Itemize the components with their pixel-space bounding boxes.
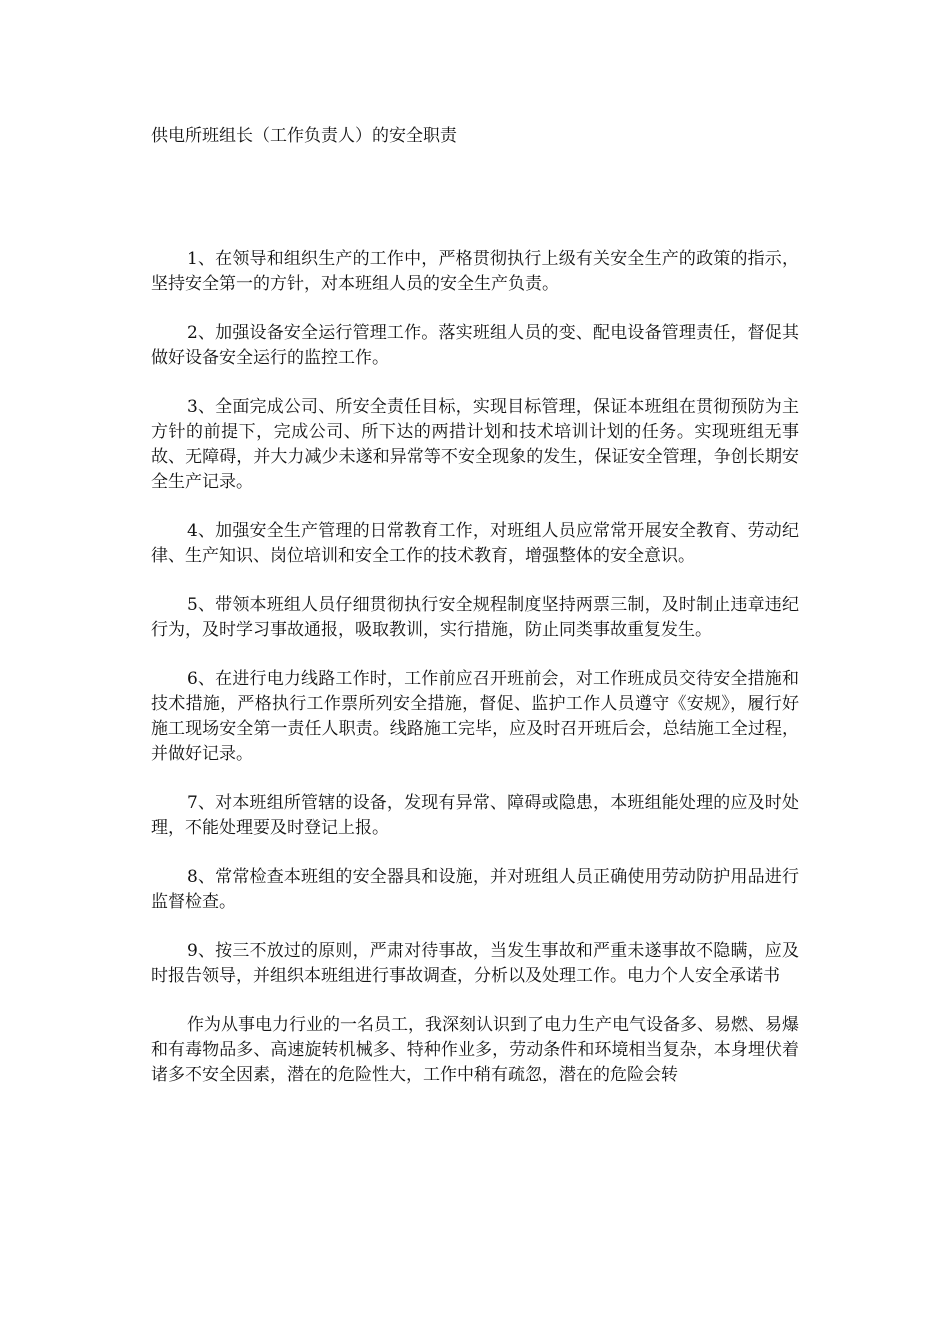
paragraph-5: 5、带领本班组人员仔细贯彻执行安全规程制度坚持两票三制，及时制止违章违纪行为，及时学习事故通报，吸取教训，实行措施，防止同类事故重复发生。 xyxy=(151,595,799,640)
paragraph-4: 4、加强安全生产管理的日常教育工作，对班组人员应常常开展安全教育、劳动纪律、生产知识、岗位培训和安全工作的技术教育，增强整体的安全意识。 xyxy=(151,521,799,566)
paragraph-1: 1、在领导和组织生产的工作中，严格贯彻执行上级有关安全生产的政策的指示，坚持安全第一的方针，对本班组人员的安全生产负责。 xyxy=(151,249,799,294)
paragraph-3: 3、全面完成公司、所安全责任目标，实现目标管理，保证本班组在贯彻预防为主方针的前提下，完成公司、所下达的两措计划和技术培训计划的任务。实现班组无事故、无障碍，并大力减少未遂和异常等不安全现象的发生，保证安全管理，争创长期安全生产记录。 xyxy=(151,397,799,492)
paragraph-7: 7、对本班组所管辖的设备，发现有异常、障碍或隐患，本班组能处理的应及时处理，不能处理要及时登记上报。 xyxy=(151,793,799,838)
document-title: 供电所班组长（工作负责人）的安全职责 xyxy=(151,126,457,146)
paragraph-8: 8、常常检查本班组的安全器具和设施，并对班组人员正确使用劳动防护用品进行监督检查。 xyxy=(151,867,799,912)
paragraph-9: 9、按三不放过的原则，严肃对待事故，当发生事故和严重未遂事故不隐瞒，应及时报告领导，并组织本班组进行事故调查，分析以及处理工作。电力个人安全承诺书 xyxy=(151,941,799,986)
paragraph-2: 2、加强设备安全运行管理工作。落实班组人员的变、配电设备管理责任，督促其做好设备安全运行的监控工作。 xyxy=(151,323,799,368)
paragraph-6: 6、在进行电力线路工作时，工作前应召开班前会，对工作班成员交待安全措施和技术措施，严格执行工作票所列安全措施，督促、监护工作人员遵守《安规》，履行好施工现场安全第一责任人职责。线路施工完毕，应及时召开班后会，总结施工全过程，并做好记录。 xyxy=(151,669,799,764)
paragraph-10: 作为从事电力行业的一名员工，我深刻认识到了电力生产电气设备多、易燃、易爆和有毒物品多、高速旋转机械多、特种作业多，劳动条件和环境相当复杂，本身埋伏着诸多不安全因素，潜在的危险性大，工作中稍有疏忽，潜在的危险会转 xyxy=(151,1015,799,1085)
document-body xyxy=(151,247,799,1112)
